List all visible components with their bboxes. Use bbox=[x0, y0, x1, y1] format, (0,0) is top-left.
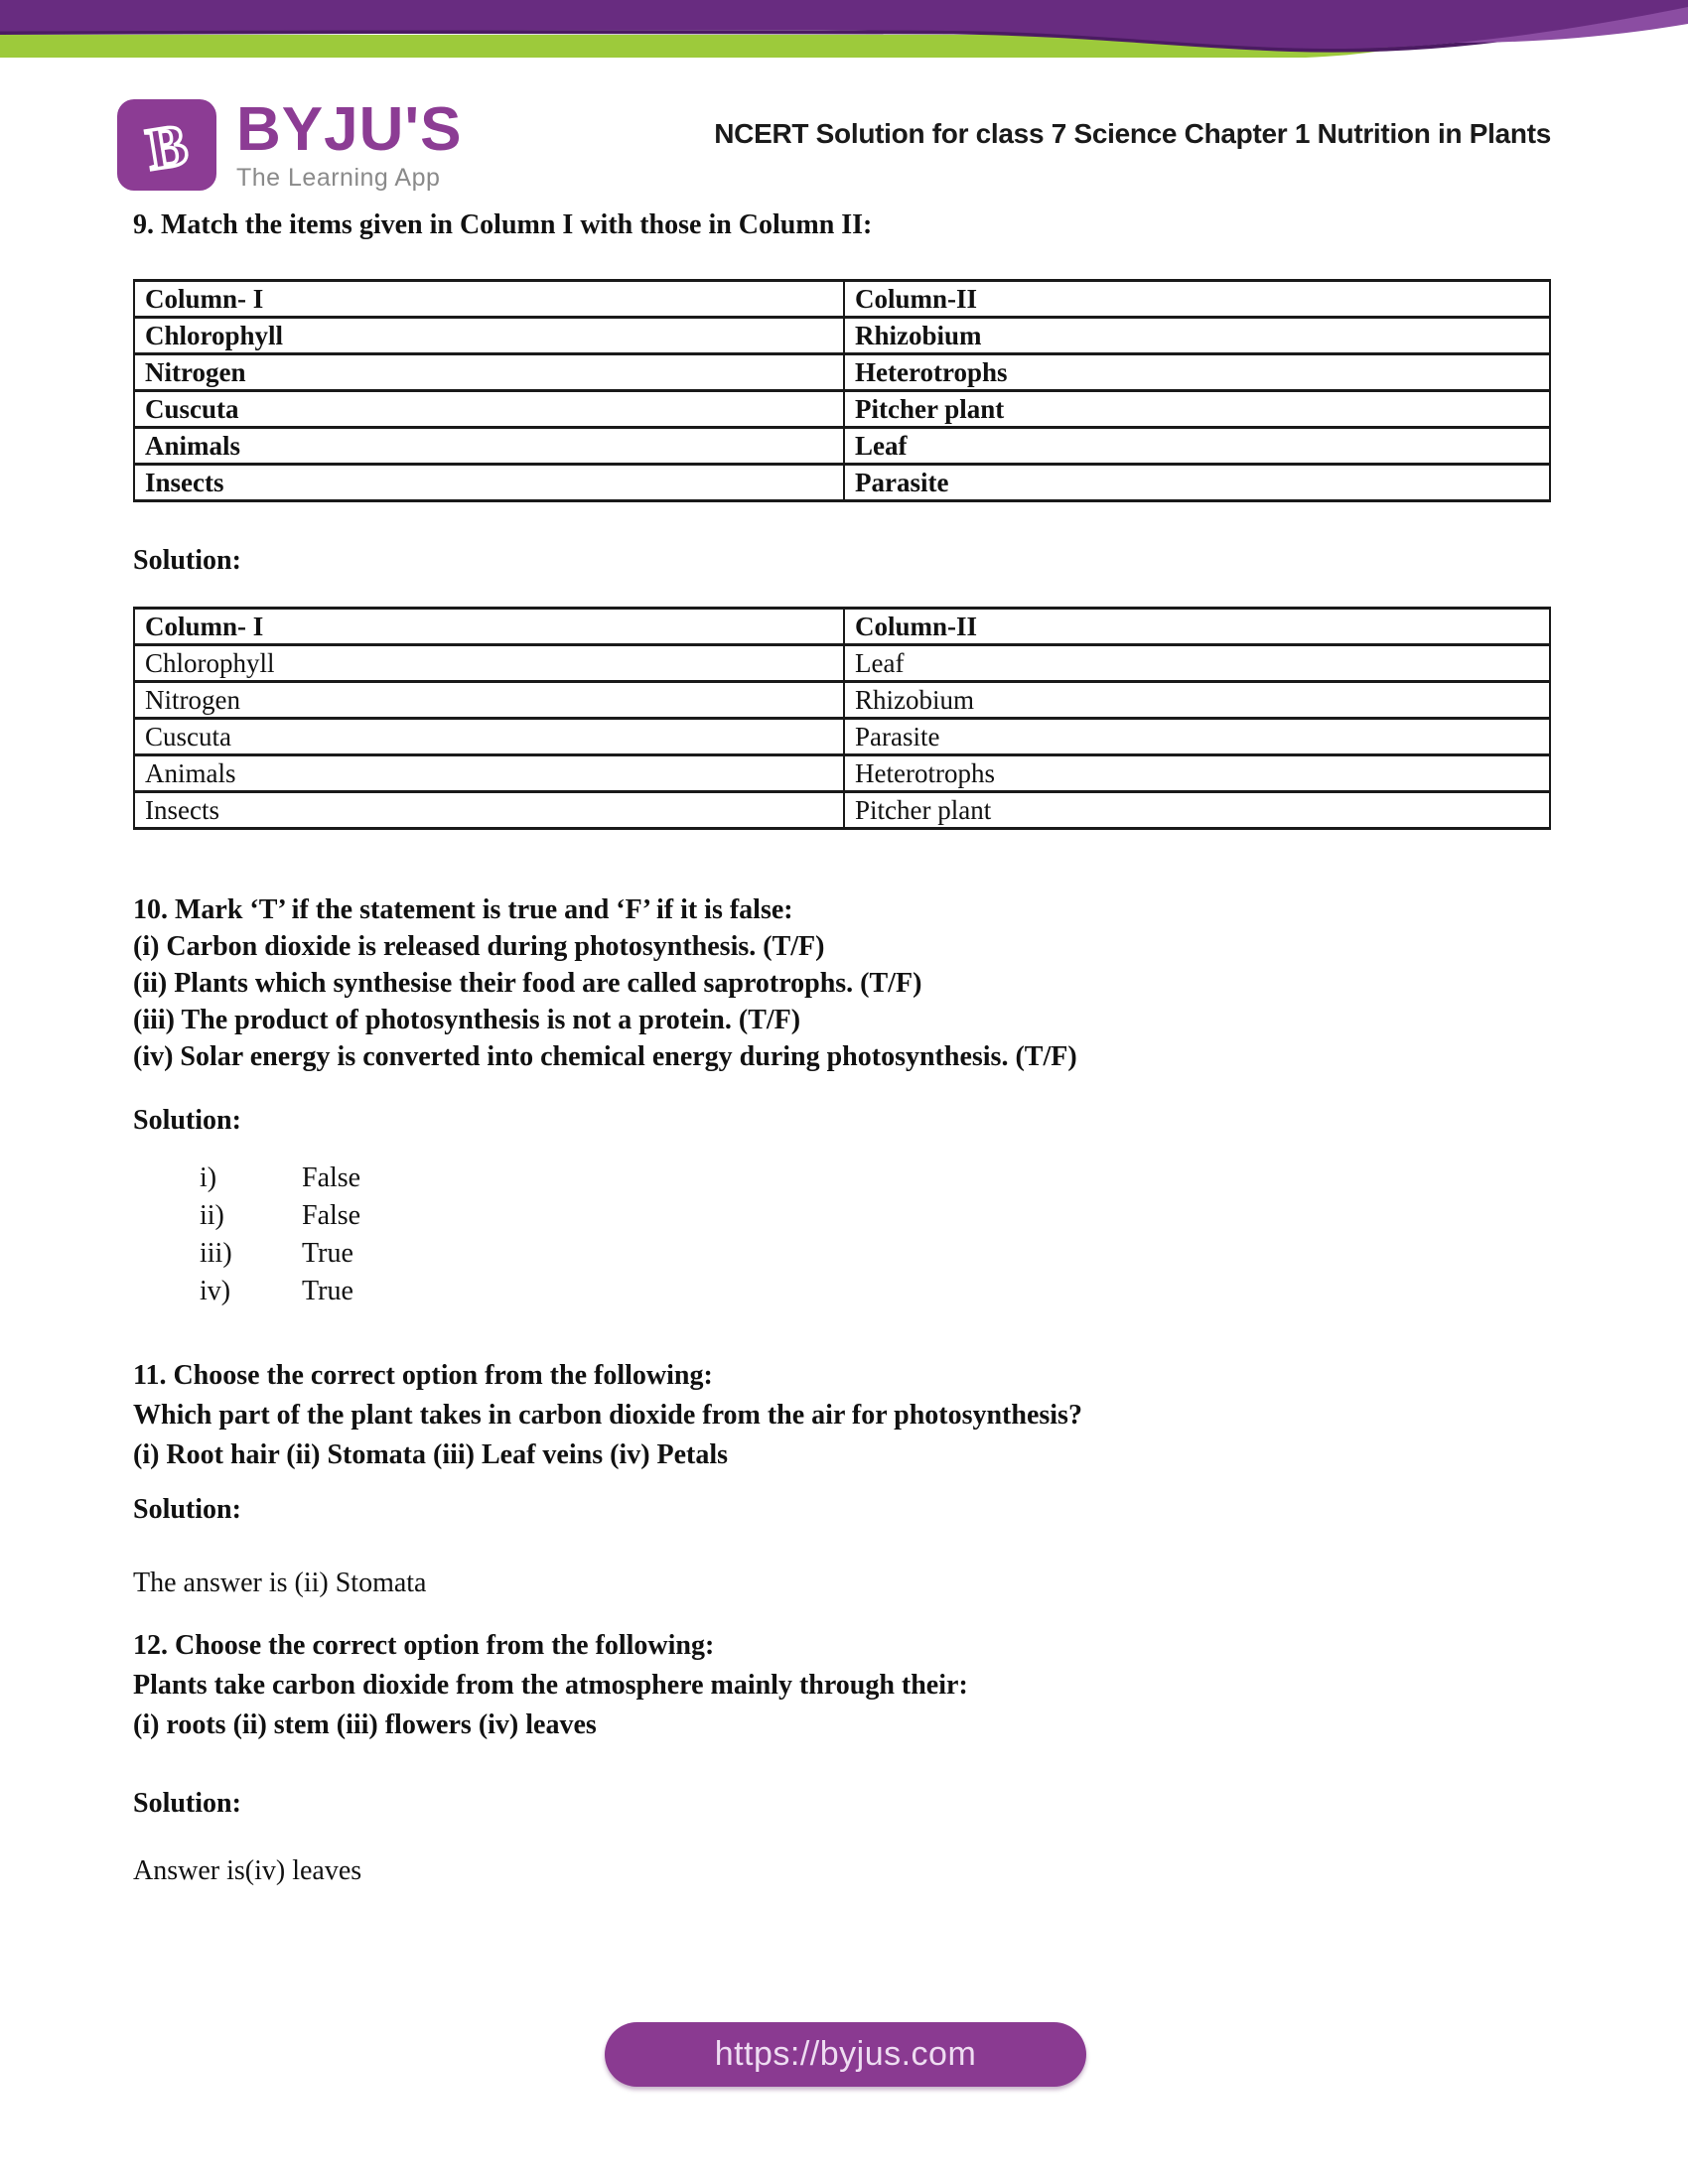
table-row bbox=[134, 645, 1550, 682]
question-11-options: (i) Root hair (ii) Stomata (iii) Leaf veins (iv) Petals bbox=[133, 1439, 729, 1470]
table-cell: Heterotrophs bbox=[844, 755, 1550, 792]
header-wave-graphic bbox=[0, 0, 1688, 64]
table-cell: Animals bbox=[134, 755, 844, 792]
answer-numeral: ii) bbox=[200, 1200, 224, 1231]
question-10-statement-iii: (iii) The product of photosynthesis is not a protein. (T/F) bbox=[133, 1005, 801, 1035]
question-12-heading: 12. Choose the correct option from the following: bbox=[133, 1630, 715, 1661]
table-header-row bbox=[134, 609, 1550, 645]
q11-solution-label: Solution: bbox=[133, 1494, 241, 1525]
table-cell: Cuscuta bbox=[134, 719, 844, 755]
q9-solution-label: Solution: bbox=[133, 545, 241, 576]
table-cell: Heterotrophs bbox=[844, 354, 1550, 391]
document-title: NCERT Solution for class 7 Science Chapter 1 Nutrition in Plants bbox=[714, 118, 1551, 149]
question-11-block bbox=[133, 1356, 1082, 1475]
byjus-logo-icon bbox=[117, 99, 216, 191]
svg-text:B: B bbox=[142, 111, 193, 183]
table-cell: Nitrogen bbox=[134, 354, 844, 391]
table-cell: Insects bbox=[134, 792, 844, 829]
answer-value: True bbox=[302, 1276, 353, 1306]
q10-answers-list bbox=[200, 1160, 360, 1310]
question-11-text: Which part of the plant takes in carbon dioxide from the air for photosynthesis? bbox=[133, 1400, 1082, 1431]
answer-value: False bbox=[302, 1162, 361, 1193]
table-cell: Animals bbox=[134, 428, 844, 465]
logo-tagline: The Learning App bbox=[236, 164, 441, 192]
table-row bbox=[134, 792, 1550, 829]
table-cell: Parasite bbox=[844, 719, 1550, 755]
table-cell: Parasite bbox=[844, 465, 1550, 501]
question-10-statement-iv: (iv) Solar energy is converted into chemical energy during photosynthesis. (T/F) bbox=[133, 1041, 1077, 1072]
table-row bbox=[134, 391, 1550, 428]
column-2-header: Column-II bbox=[844, 281, 1550, 318]
answer-row bbox=[200, 1235, 360, 1273]
logo-text bbox=[236, 95, 463, 193]
table-cell: Insects bbox=[134, 465, 844, 501]
table-row bbox=[134, 354, 1550, 391]
question-11-heading: 11. Choose the correct option from the following: bbox=[133, 1360, 713, 1391]
byjus-url-pill[interactable]: https://byjus.com bbox=[605, 2022, 1086, 2087]
table-row bbox=[134, 719, 1550, 755]
q9-solution-table bbox=[133, 607, 1551, 830]
byjus-logo bbox=[117, 95, 463, 193]
question-12-options: (i) roots (ii) stem (iii) flowers (iv) leaves bbox=[133, 1709, 597, 1740]
question-10-statement-ii: (ii) Plants which synthesise their food are called saprotrophs. (T/F) bbox=[133, 968, 922, 999]
question-10-statement-i: (i) Carbon dioxide is released during photosynthesis. (T/F) bbox=[133, 931, 825, 962]
table-cell: Leaf bbox=[844, 645, 1550, 682]
q12-answer-text: Answer is(iv) leaves bbox=[133, 1855, 362, 1886]
table-cell: Chlorophyll bbox=[134, 318, 844, 354]
table-cell: Rhizobium bbox=[844, 682, 1550, 719]
table-row bbox=[134, 428, 1550, 465]
answer-value: True bbox=[302, 1238, 353, 1269]
table-cell: Pitcher plant bbox=[844, 391, 1550, 428]
column-2-header: Column-II bbox=[844, 609, 1550, 645]
q9-match-table bbox=[133, 279, 1551, 502]
table-cell: Pitcher plant bbox=[844, 792, 1550, 829]
logo-wordmark: BYJU'S bbox=[236, 95, 463, 164]
question-12-text: Plants take carbon dioxide from the atmosphere mainly through their: bbox=[133, 1670, 968, 1701]
answer-value: False bbox=[302, 1200, 361, 1231]
question-10-heading: 10. Mark ‘T’ if the statement is true and ‘F’ if it is false: bbox=[133, 894, 793, 925]
column-1-header: Column- I bbox=[134, 281, 844, 318]
table-cell: Cuscuta bbox=[134, 391, 844, 428]
answer-numeral: iii) bbox=[200, 1238, 232, 1269]
table-cell: Rhizobium bbox=[844, 318, 1550, 354]
table-row bbox=[134, 318, 1550, 354]
question-12-block bbox=[133, 1626, 968, 1745]
column-1-header: Column- I bbox=[134, 609, 844, 645]
answer-row bbox=[200, 1273, 360, 1310]
table-row bbox=[134, 682, 1550, 719]
table-row bbox=[134, 755, 1550, 792]
question-10-block bbox=[133, 891, 1077, 1075]
answer-row bbox=[200, 1197, 360, 1235]
table-row bbox=[134, 465, 1550, 501]
question-9-heading: 9. Match the items given in Column I with those in Column II: bbox=[133, 209, 873, 240]
answer-numeral: iv) bbox=[200, 1276, 231, 1306]
table-cell: Chlorophyll bbox=[134, 645, 844, 682]
table-cell: Leaf bbox=[844, 428, 1550, 465]
answer-numeral: i) bbox=[200, 1162, 217, 1193]
q12-solution-label: Solution: bbox=[133, 1788, 241, 1819]
answer-row bbox=[200, 1160, 360, 1197]
table-cell: Nitrogen bbox=[134, 682, 844, 719]
q11-answer-text: The answer is (ii) Stomata bbox=[133, 1568, 427, 1598]
q10-solution-label: Solution: bbox=[133, 1105, 241, 1136]
table-header-row bbox=[134, 281, 1550, 318]
